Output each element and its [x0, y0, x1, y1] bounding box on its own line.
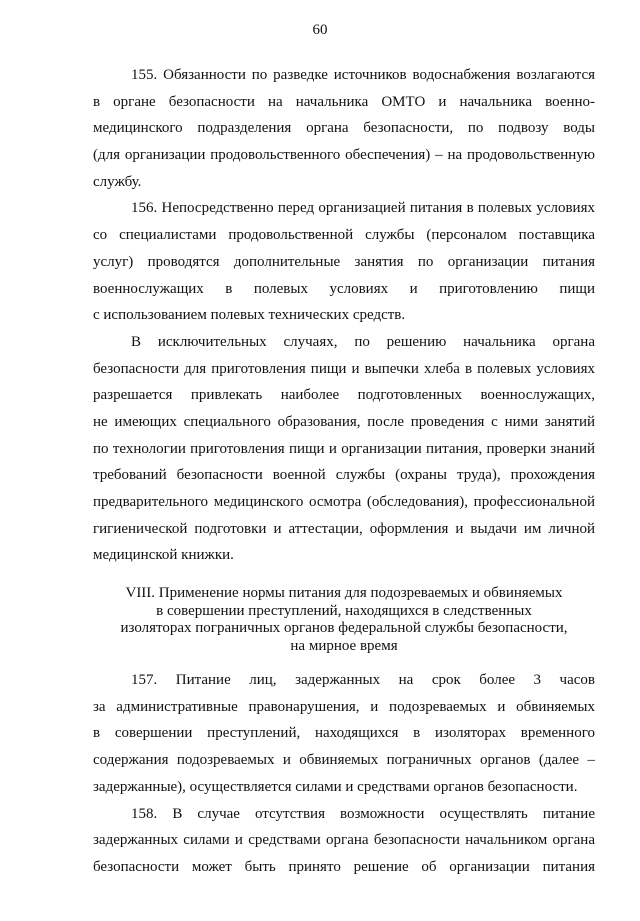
text-line: 155. Обязанности по разведке источников водоснабжения возлагаются	[131, 67, 595, 83]
text-line: безопасности может быть принято решение об организации питания	[93, 858, 595, 875]
paragraph-157	[93, 667, 595, 800]
text-line: безопасности для приготовления пищи и выпечки хлеба в полевых условиях	[93, 360, 595, 377]
text-line: разрешается привлекать наиболее подготовленных военнослужащих,	[93, 387, 595, 404]
text-line: военнослужащих в полевых условиях и приготовлению пищи	[93, 280, 595, 297]
text-line: в органе безопасности на начальника ОМТО и начальника военно-	[93, 93, 595, 110]
text-line: требований безопасности военной службы (охраны труда), прохождения	[93, 467, 595, 484]
text-line: с использованием полевых технических средств.	[93, 307, 406, 324]
text-line: задержанных силами и средствами органа безопасности начальником органа	[93, 832, 595, 849]
document-body	[93, 62, 595, 881]
text-line: 158. В случае отсутствия возможности осуществлять питание	[131, 805, 595, 822]
text-line: за административные правонарушения, и подозреваемых и обвиняемых	[93, 698, 595, 715]
text-line: (для организации продовольственного обеспечения) – на продовольственную	[93, 147, 595, 164]
text-line: по технологии приготовления пищи и организации питания, проверки знаний	[93, 440, 595, 457]
text-line: службу.	[93, 173, 142, 190]
text-line: гигиенической подготовки и аттестации, оформления и выдачи им личной	[93, 520, 595, 537]
text-line: со специалистами продовольственной службы (персоналом поставщика	[93, 227, 595, 244]
section-heading	[93, 585, 595, 655]
heading-line: VIII. Применение нормы питания для подозреваемых и обвиняемых	[125, 585, 563, 602]
heading-line: на мирное время	[290, 637, 398, 654]
text-line: содержания подозреваемых и обвиняемых пограничных органов (далее –	[93, 752, 595, 769]
paragraph-156	[93, 195, 595, 328]
page-number: 60	[312, 22, 328, 38]
paragraph-exceptional-cases	[93, 329, 595, 569]
heading-line: в совершении преступлений, находящихся в следственных	[156, 602, 532, 619]
text-line: 157. Питание лиц, задержанных на срок более 3 часов	[131, 672, 595, 689]
paragraph-155	[93, 62, 595, 195]
paragraph-158	[93, 801, 595, 881]
text-line: предварительного медицинского осмотра (обследования), профессиональной	[93, 494, 595, 510]
text-line: В исключительных случаях, по решению начальника органа	[131, 333, 595, 350]
text-line: медицинской книжки.	[93, 547, 234, 564]
heading-line: изоляторах пограничных органов федеральной службы безопасности,	[120, 620, 568, 637]
text-line: задержанные), осуществляется силами и средствами органов безопасности.	[93, 778, 578, 795]
text-line: медицинского подразделения органа безопасности, по подвозу воды	[93, 120, 595, 137]
text-line: 156. Непосредственно перед организацией питания в полевых условиях	[131, 200, 595, 217]
text-line: услуг) проводятся дополнительные занятия по организации питания	[93, 253, 595, 270]
text-line: не имеющих специального образования, после проведения с ними занятий	[93, 413, 595, 430]
text-line: в совершении преступлений, находящихся в изоляторах временного	[93, 725, 595, 742]
